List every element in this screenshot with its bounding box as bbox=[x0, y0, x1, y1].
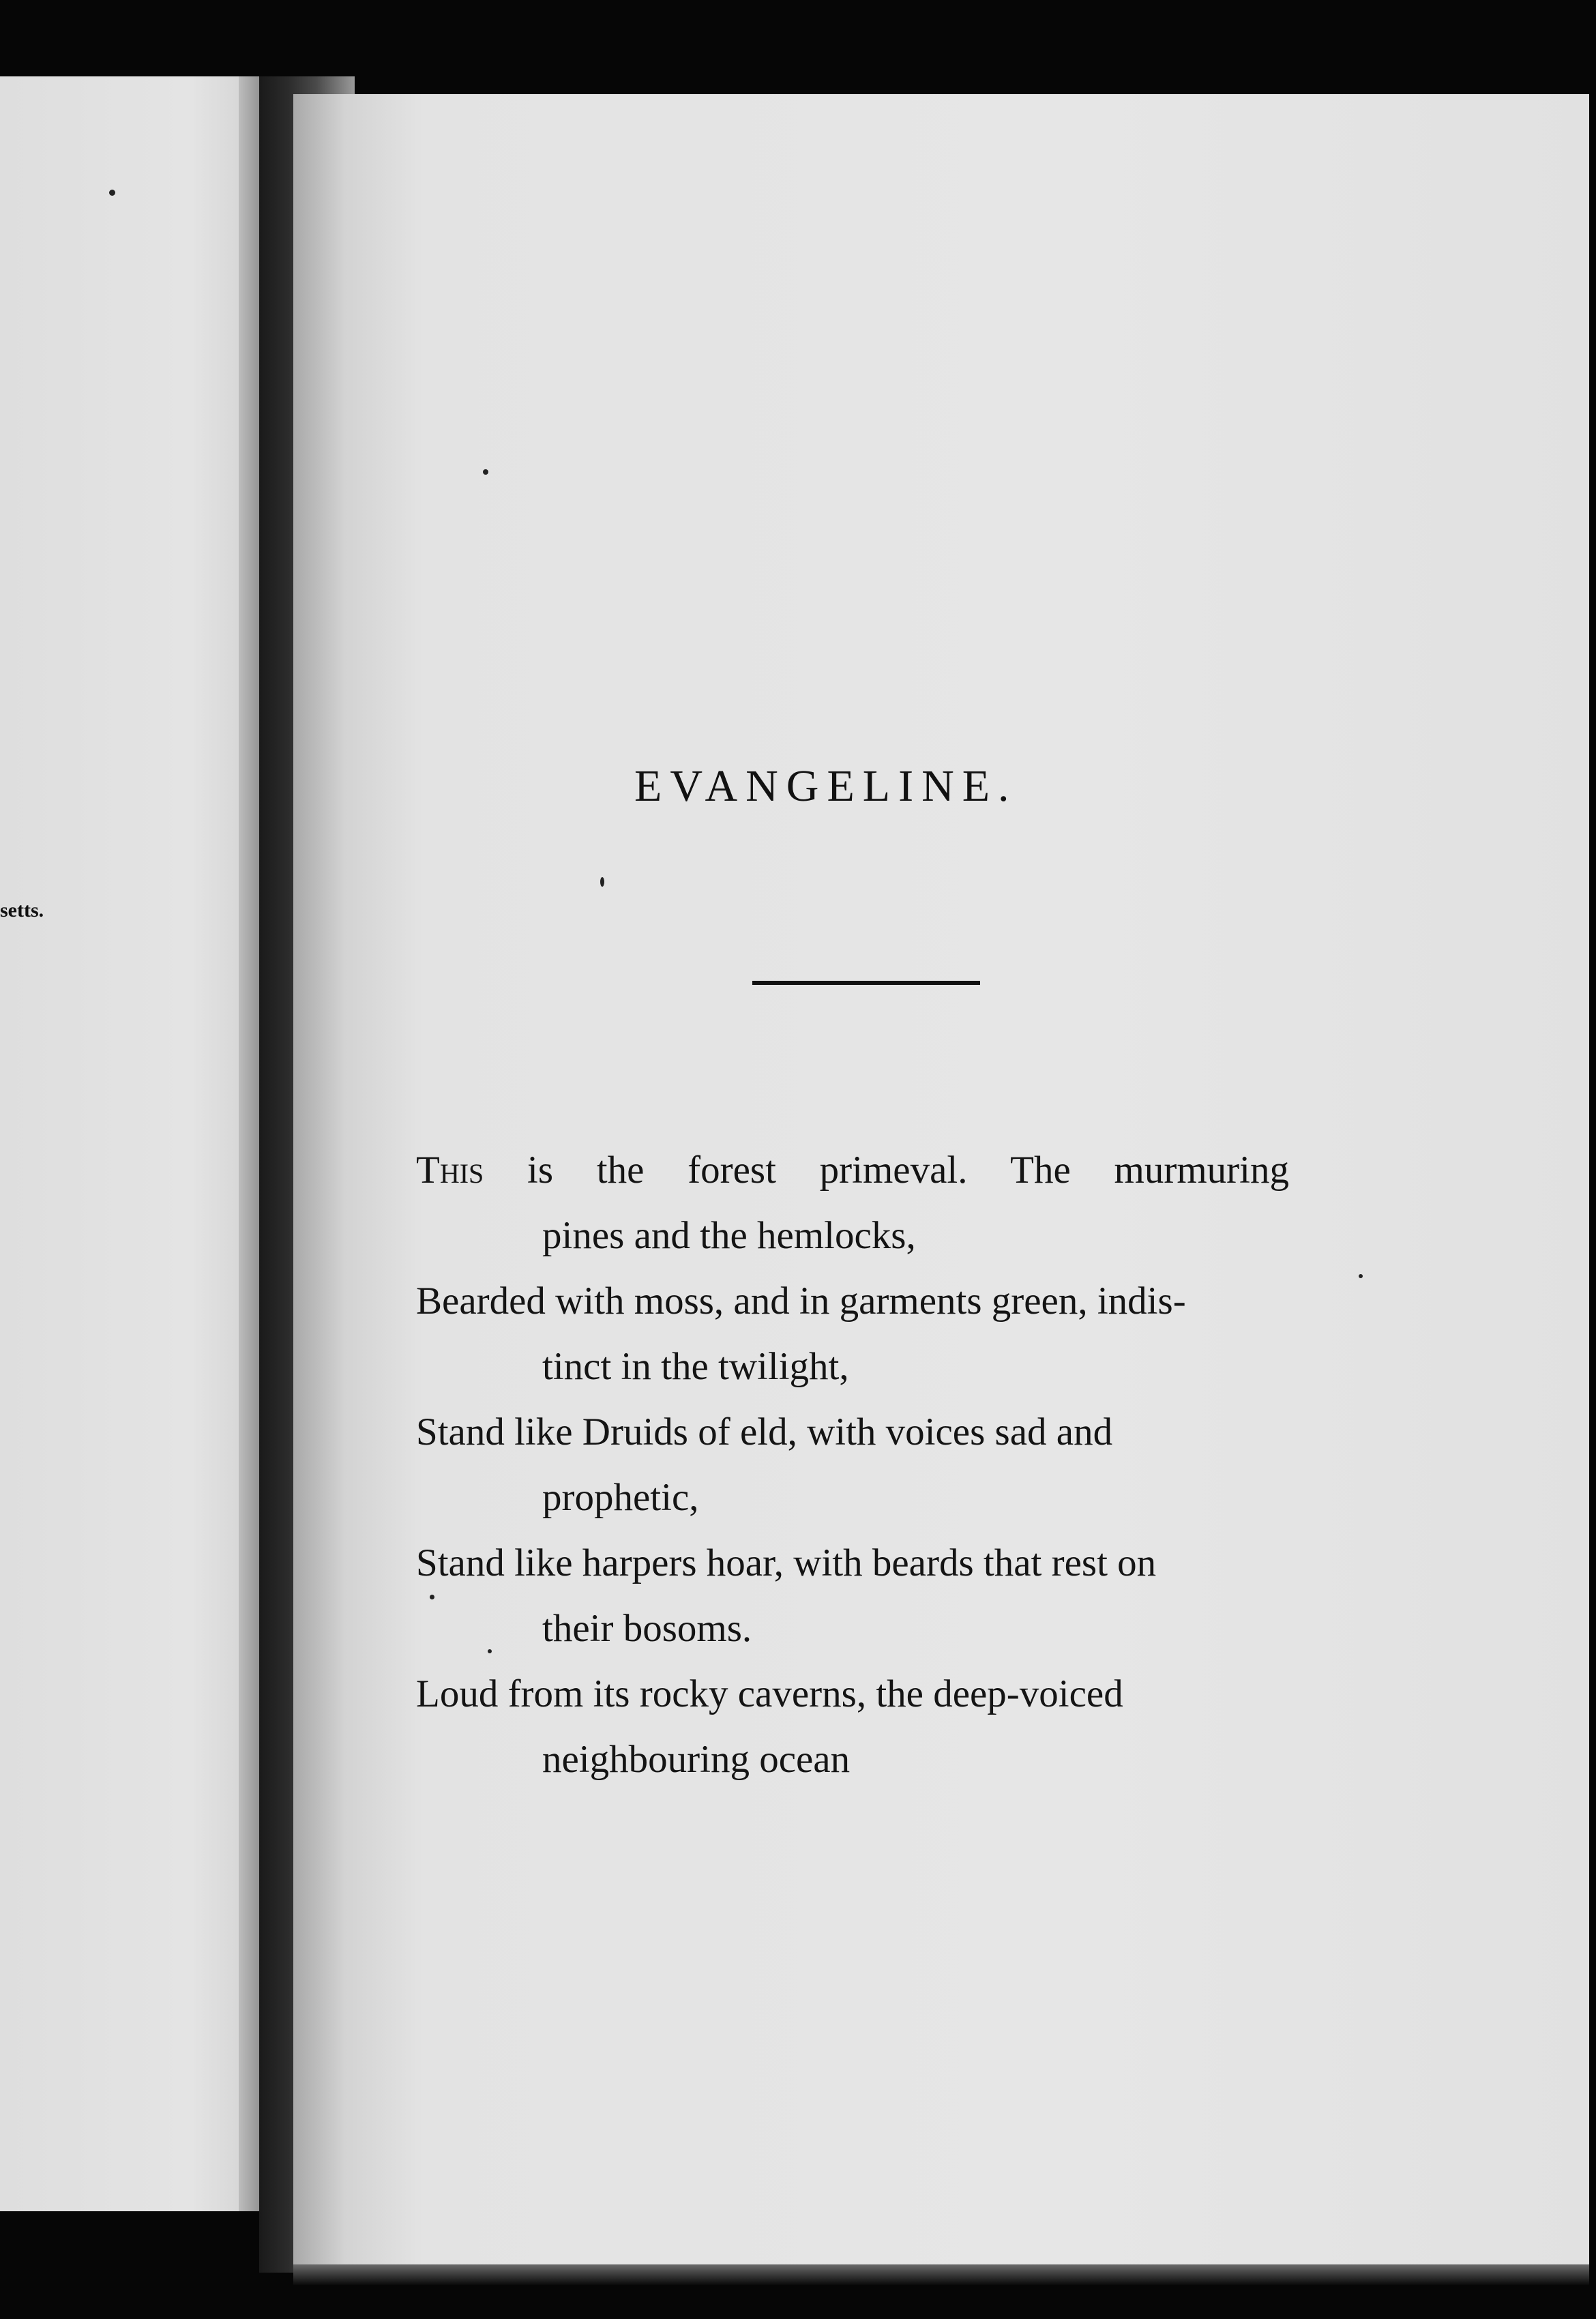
page-bottom-edge bbox=[293, 2264, 1589, 2285]
poem-line-2-continuation: tinct in the twilight, bbox=[542, 1345, 849, 1388]
poem-line-5-continuation: neighbouring ocean bbox=[542, 1738, 851, 1781]
scan-speck bbox=[488, 1649, 492, 1653]
poem-line-4: Stand like harpers hoar, with beards that rest on bbox=[416, 1541, 1157, 1584]
poem-line-3: Stand like Druids of eld, with voices sad and bbox=[416, 1410, 1113, 1453]
poem-line-2: Bearded with moss, and in garments green, indis- bbox=[416, 1280, 1186, 1323]
poem-first-word: This bbox=[416, 1149, 484, 1192]
scan-speck bbox=[1359, 1274, 1363, 1278]
poem-line-1 bbox=[416, 1138, 1289, 1203]
page-title: EVANGELINE. bbox=[634, 761, 1018, 811]
scan-speck bbox=[109, 190, 115, 196]
poem-line-1-continuation: pines and the hemlocks, bbox=[542, 1214, 916, 1257]
poem-line-5: Loud from its rocky caverns, the deep-voiced bbox=[416, 1672, 1123, 1715]
scan-speck bbox=[600, 877, 604, 887]
title-rule bbox=[752, 981, 980, 985]
poem-line-3-continuation: prophetic, bbox=[542, 1476, 699, 1519]
scan-speck bbox=[430, 1595, 434, 1599]
poem-line-1-text: is the forest primeval. The murmuring bbox=[484, 1149, 1289, 1192]
left-page-text-fragment: setts. bbox=[0, 899, 44, 921]
left-page bbox=[0, 76, 273, 2211]
poem-text bbox=[416, 1138, 1289, 1792]
poem-line-4-continuation: their bosoms. bbox=[542, 1607, 752, 1650]
scan-speck bbox=[483, 469, 488, 475]
